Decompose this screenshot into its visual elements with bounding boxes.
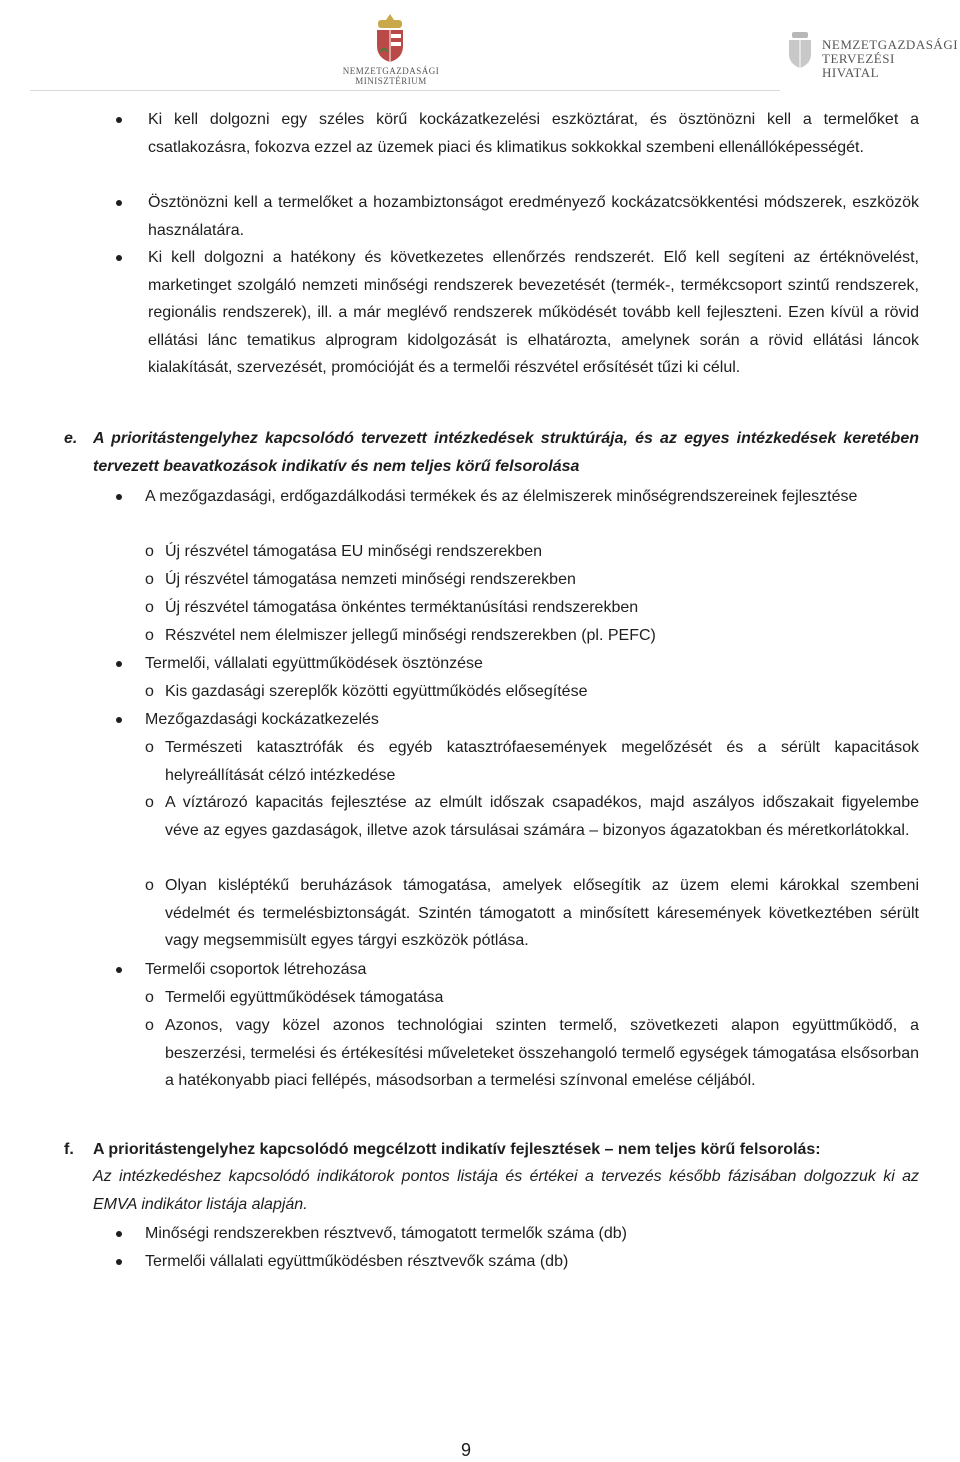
bullet-icon (116, 1259, 122, 1265)
planning-office-logo-line: HIVATAL (822, 65, 880, 80)
coat-of-arms-icon (785, 30, 815, 72)
bullet-icon (116, 1231, 122, 1237)
sub-marker: o (145, 599, 154, 616)
sub-item: Új részvétel támogatása nemzeti minőségi rendszerekben (165, 571, 576, 588)
sub-item: Részvétel nem élelmiszer jellegű minőségi rendszerekben (pl. PEFC) (165, 627, 656, 644)
bullet-icon (116, 200, 122, 206)
section-letter: f. (64, 1141, 74, 1158)
section-title: A prioritástengelyhez kapcsolódó megcélzott indikatív fejlesztések – nem teljes körű felsorolás: (93, 1141, 821, 1158)
bullet-icon (116, 967, 122, 973)
sub-item: A víztározó kapacitás fejlesztése az elmúlt időszak csapadékos, majd aszályos időszakait figyelembe véve az egyes gazdaságok, illetve azok társulásai számára – bizonyos ágazatokban és méretkorlátokkal. (165, 794, 919, 839)
planning-office-logo-line: NEMZETGAZDASÁGI (822, 37, 959, 52)
list-item: Minőségi rendszerekben résztvevő, támogatott termelők száma (db) (145, 1225, 627, 1242)
bullet-icon (116, 494, 122, 500)
sub-marker: o (145, 1017, 154, 1034)
sub-item: Új részvétel támogatása önkéntes terméktanúsítási rendszerekben (165, 599, 639, 616)
sub-item: Kis gazdasági szereplők közötti együttműködés elősegítése (165, 683, 588, 700)
section-intro: Az intézkedéshez kapcsolódó indikátorok pontos listája és értékei a tervezés később fázisában dolgozzuk ki az EMVA indikátor listája alapján. (93, 1168, 919, 1213)
sub-marker: o (145, 543, 154, 560)
sub-marker: o (145, 877, 154, 894)
page-number: 9 (461, 1440, 472, 1460)
sub-marker: o (145, 683, 154, 700)
planning-office-logo-text (822, 38, 958, 80)
bullet-icon (116, 717, 122, 723)
list-item: Mezőgazdasági kockázatkezelés (145, 711, 379, 728)
planning-office-logo-line: TERVEZÉSI (822, 51, 895, 66)
sub-marker: o (145, 571, 154, 588)
header-divider (30, 90, 780, 91)
sub-marker: o (145, 627, 154, 644)
ministry-logo-line: NEMZETGAZDASÁGI (342, 66, 440, 76)
section-title: A prioritástengelyhez kapcsolódó tervezett intézkedések struktúrája, és az egyes intézkedések keretében tervezett beavatkozások indikatív és nem teljes körű felsorolása (93, 430, 919, 475)
paragraph: Ösztönözni kell a termelőket a hozambiztonságot eredményező kockázatcsökkentési módszerek, eszközök használatára. (148, 194, 919, 239)
paragraph: Ki kell dolgozni egy széles körű kockázatkezelési eszköztárat, és ösztönözni kell a termelőket a csatlakozásra, fokozva ezzel az üzemek piaci és klimatikus sokkokkal szembeni ellenállóképességét. (148, 111, 919, 156)
list-item: A mezőgazdasági, erdőgazdálkodási termékek és az élelmiszerek minőségrendszereinek fejlesztése (145, 488, 858, 505)
list-item: Termelői, vállalati együttműködések ösztönzése (145, 655, 483, 672)
list-item: Termelői csoportok létrehozása (145, 961, 367, 978)
bullet-icon (116, 117, 122, 123)
sub-item: Új részvétel támogatása EU minőségi rendszerekben (165, 543, 543, 560)
list-item: Termelői vállalati együttműködésben résztvevők száma (db) (145, 1253, 569, 1270)
bullet-icon (116, 661, 122, 667)
sub-marker: o (145, 989, 154, 1006)
sub-item: Termelői együttműködések támogatása (165, 989, 444, 1006)
sub-marker: o (145, 794, 154, 811)
section-letter: e. (64, 430, 78, 447)
ministry-logo-line: MINISZTÉRIUM (355, 76, 427, 86)
paragraph: Ki kell dolgozni a hatékony és következetes ellenőrzés rendszerét. Elő kell segíteni az értéknövelést, marketinget szolgáló nemzeti minőségi rendszerek bevezetését (termék-, termékcsoport szintű rendszerek, regionális rendszerek), ill. a már meglévő rendszerek működését tovább kell fejleszteni. Ezen kívül a rövid ellátási lánc tematikus alprogram kidolgozását is elhatározta, amelynek során a rövid ellátási láncok kialakítását, szervezését, promócióját és a termelői részvétel erősítését tűzi ki célul. (148, 249, 919, 376)
bullet-icon (116, 255, 122, 261)
sub-item: Azonos, vagy közel azonos technológiai szinten termelő, szövetkezeti alapon együttműködő, a beszerzési, termelési és értékesítési műveleteket összehangoló termelő egységek támogatása elsősorban a hatékonyabb piaci fellépés, másodsorban a termelési színvonal emelése céljából. (165, 1017, 919, 1089)
sub-marker: o (145, 739, 154, 756)
ministry-logo-text (336, 66, 446, 86)
page-header (0, 0, 960, 100)
coat-of-arms-icon (370, 12, 410, 64)
sub-item: Olyan kisléptékű beruházások támogatása, amelyek elősegítik az üzem elemi károkkal szembeni védelmét és termelésbiztonságát. Szintén támogatott a minősített káresemények következtében sérült vagy megsemmisült egyes tárgyi eszközök pótlása. (165, 877, 919, 949)
sub-item: Természeti katasztrófák és egyéb katasztrófaesemények megelőzését és a sérült kapacitások helyreállítását célzó intézkedése (165, 739, 919, 784)
